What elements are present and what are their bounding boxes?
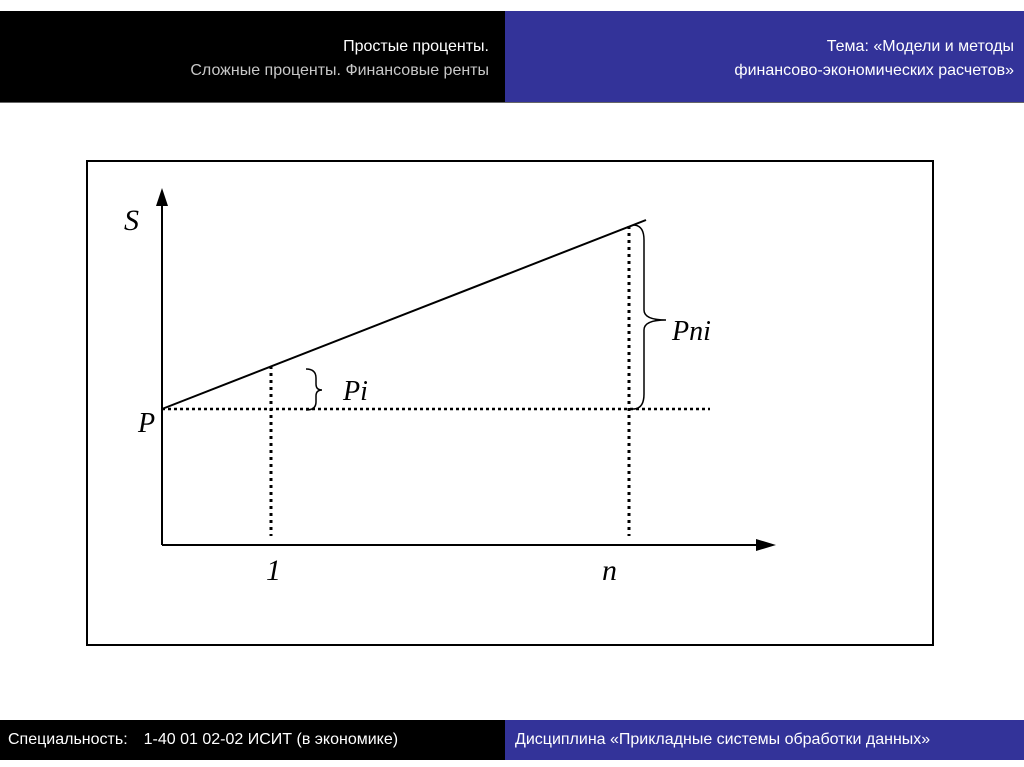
growth-line (162, 220, 646, 409)
discipline-text: Дисциплина «Прикладные системы обработки данных» (515, 731, 931, 748)
x-tick-1: 1 (266, 554, 281, 587)
x-axis-arrow (756, 539, 776, 551)
simple-interest-diagram (88, 162, 932, 644)
total-increment-brace (633, 225, 666, 409)
increment-brace (306, 369, 322, 410)
header-left-panel (0, 11, 505, 102)
footer-left-panel (0, 720, 505, 760)
topic-line-2: финансово-экономических расчетов» (734, 62, 1014, 79)
header-right-panel (505, 11, 1024, 102)
origin-label: P (138, 408, 156, 439)
specialty-code: 1-40 01 02-02 ИСИТ (в экономике) (143, 731, 399, 748)
slide-subtitle: Сложные проценты. Финансовые ренты (190, 62, 489, 79)
total-increment-label: Pni (672, 316, 711, 347)
footer-right-panel (505, 720, 1024, 760)
header-divider (0, 102, 1024, 103)
y-axis-label: S (124, 204, 139, 237)
slide-title: Простые проценты. (343, 38, 489, 55)
diagram-frame (86, 160, 934, 646)
topic-line-1: Тема: «Модели и методы (826, 38, 1014, 55)
x-tick-n: n (602, 554, 617, 587)
y-axis-arrow (156, 188, 168, 206)
specialty-label: Специальность: (8, 731, 128, 748)
increment-label: Pi (343, 376, 368, 407)
